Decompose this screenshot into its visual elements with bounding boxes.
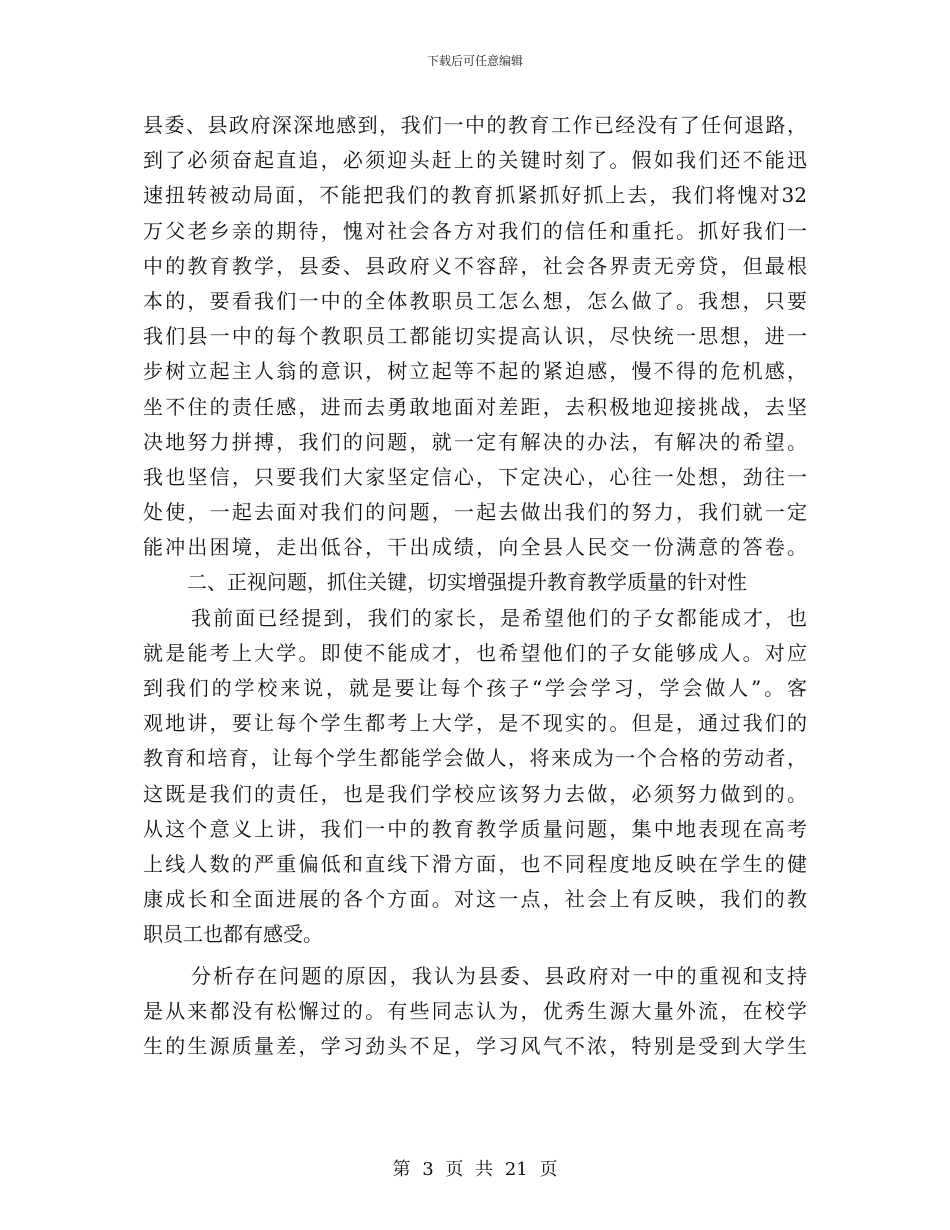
text-line: 观地讲，要让每个学生都考上大学，是不现实的。但是，通过我们的	[143, 711, 807, 736]
document-body	[143, 108, 807, 1064]
text-line: 坐不住的责任感，进而去勇敢地面对差距，去积极地迎接挑战，去坚	[143, 394, 807, 419]
text-line: 本的，要看我们一中的全体教职员工怎么想，怎么做了。我想，只要	[143, 288, 807, 313]
text-line: 我也坚信，只要我们大家坚定信心，下定决心，心往一处想，劲往一	[143, 464, 807, 489]
text-line: 这既是我们的责任，也是我们学校应该努力去做，必须努力做到的。	[143, 781, 807, 806]
text-line: 康成长和全面进展的各个方面。对这一点，社会上有反映，我们的教	[143, 887, 807, 912]
text-line: 万父老乡亲的期待，愧对社会各方对我们的信任和重托。抓好我们一	[143, 218, 807, 243]
text-line: 生的生源质量差，学习劲头不足，学习风气不浓，特别是受到大学生	[143, 1033, 807, 1058]
text-line: 我前面已经提到，我们的家长，是希望他们的子女都能成才，也	[191, 605, 807, 630]
text-line: 到了必须奋起直追，必须迎头赶上的关键时刻了。假如我们还不能迅	[143, 148, 807, 173]
text-line: 处使，一起去面对我们的问题，一起去做出我们的努力，我们就一定	[143, 500, 807, 525]
text-line: 中的教育教学，县委、县政府义不容辞，社会各界责无旁贷，但最根	[143, 253, 807, 278]
text-line: 职员工也都有感受。	[143, 922, 323, 947]
text-line: 就是能考上大学。即使不能成才，也希望他们的子女能够成人。对应	[143, 640, 807, 665]
text-line: 是从来都没有松懈过的。有些同志认为，优秀生源大量外流，在校学	[143, 998, 807, 1023]
text-line: 速扭转被动局面，不能把我们的教育抓紧抓好抓上去，我们将愧对32	[143, 183, 807, 208]
text-line: 能冲出困境，走出低谷，干出成绩，向全县人民交一份满意的答卷。	[143, 535, 807, 560]
text-line: 步树立起主人翁的意识，树立起等不起的紧迫感，慢不得的危机感，	[143, 359, 807, 384]
text-line: 上线人数的严重偏低和直线下滑方面，也不同程度地反映在学生的健	[143, 851, 807, 876]
text-line: 教育和培育，让每个学生都能学会做人，将来成为一个合格的劳动者，	[143, 746, 807, 771]
text-line: 我们县一中的每个教职员工都能切实提高认识，尽快统一思想，进一	[143, 324, 807, 349]
page-header-note: 下载后可任意编辑	[426, 54, 523, 68]
text-line: 分析存在问题的原因，我认为县委、县政府对一中的重视和支持	[191, 963, 807, 988]
text-line: 从这个意义上讲，我们一中的教育教学质量问题，集中地表现在高考	[143, 816, 807, 841]
text-line: 决地努力拼搏，我们的问题，就一定有解决的办法，有解决的希望。	[143, 429, 807, 454]
text-line: 到我们的学校来说，就是要让每个孩子“学会学习，学会做人”。客	[143, 676, 807, 700]
section-heading: 二、正视问题，抓住关键，切实增强提升教育教学质量的针对性	[187, 570, 747, 595]
page-number: 第 3 页 共 21 页	[392, 1159, 558, 1180]
text-line: 县委、县政府深深地感到，我们一中的教育工作已经没有了任何退路，	[143, 113, 807, 137]
